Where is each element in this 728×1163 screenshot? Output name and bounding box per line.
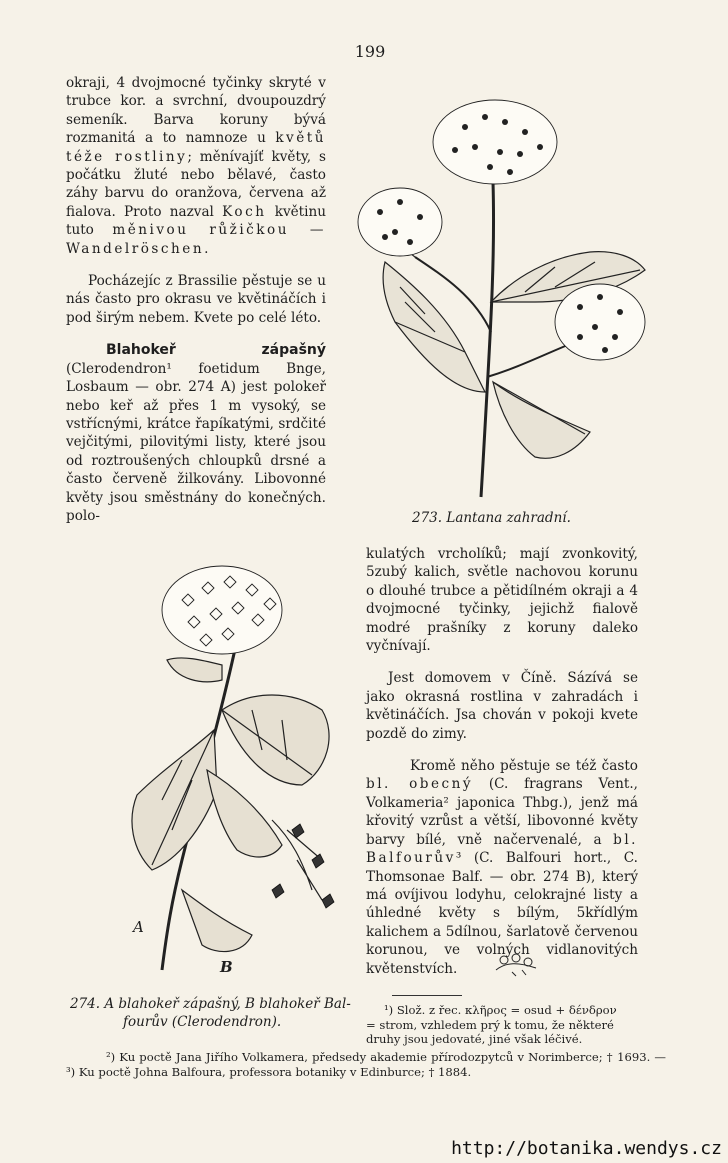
spaced-text: květů téže rostliny xyxy=(66,130,326,165)
footnote-1-line3: druhy jsou jedovaté, jiné však léčivé. xyxy=(366,1032,583,1047)
footnote-1 xyxy=(366,1003,656,1047)
lantana-illustration xyxy=(355,92,645,502)
footnote-1-line2: = strom, vzhledem prý k tomu, že některé xyxy=(366,1017,614,1032)
figure-label-a: A xyxy=(133,918,144,936)
text-run: . xyxy=(204,240,209,257)
text-run: ³ (C. Balfouri hort., C. Thomsonae Balf. — obr. 274 B), který má ovíjivou lodyhu, celokrajné listy a úhledné květy s bílým, 5křídlým kalichem a 5dílnou, šarlatově červenou korunou, ve volných vidlanovitých květenstvích. xyxy=(366,850,638,977)
right-column-text xyxy=(366,545,638,978)
paragraph-origin: Pocházejíc z Brassilie pěstuje se u nás často pro okrasu ve květináčích i pod širým nebem. Kvete po celé léto. xyxy=(66,273,326,326)
text-run: (Clerodendron¹ foetidum Bnge, Losbaum — obr. 274 A) jest polokeř nebo keř až přes 1 m vysoký, se vstřícnými, krátce řapíkatými, srdčité vejčitými, pilovitými listy, které jsou od roztroušených chloupků drsné a často červeně žilkovány. Libovonné květy jsou směstnány do konečných. polo- xyxy=(66,360,326,524)
spaced-text: bl. Balfourův xyxy=(366,831,638,867)
text-run: květinu tuto xyxy=(66,203,326,239)
figure-274-caption-line1: 274. A blahokeř zápašný, B blahokeř Bal- xyxy=(70,996,351,1012)
figure-274-caption-line2: fourův (Clerodendron). xyxy=(123,1014,282,1030)
spaced-text: bl. obecný xyxy=(366,776,474,793)
figure-label-b: B xyxy=(220,958,233,976)
text-run: (C. fragrans Vent., Volkameria² japonica Thbg.), jenž má křovitý vzrůst a větší, libovonné květy barvy bílé, vně načervenalé, a xyxy=(366,776,638,848)
paragraph-flower-description: kulatých vrcholíků; mají zvonkovitý, 5zubý kalich, světle nachovou korunu o dlouhé trubce a pětidílném okraji a 4 dvojmocné tyčinky, jejichž fialově modré prašníky z koruny daleko vyčnívají. xyxy=(366,546,638,655)
text-run: ; měnívajíť květy, s počátku žluté nebo bělavé, často záhy barvu do oranžova, červena až fialova. Proto nazval xyxy=(66,148,326,220)
text-run: okraji, 4 dvojmocné tyčinky skryté v trubce kor. a svrchní, dvoupouzdrý semeník. Barva koruny bývá rozmanitá a to namnoze u xyxy=(66,75,326,147)
spaced-text: Koch xyxy=(222,203,267,220)
left-column-text xyxy=(66,74,326,525)
paragraph-native-range: Jest domovem v Číně. Sázívá se jako okrasná rostlina v zahradách i květináčích. Jsa chován v pokoji kvete pozdě do zimy. xyxy=(366,670,638,742)
footnote-1-line1: ¹) Slož. z řec. κλῆρος = osud + δένδρον xyxy=(384,1003,617,1017)
paragraph-clerodendron xyxy=(66,341,326,525)
paragraph-lantana-description xyxy=(66,74,326,258)
page-number: 199 xyxy=(354,42,386,61)
spaced-text: měnivou růžičkou — Wandelröschen xyxy=(66,222,326,257)
text-run: Kromě něho pěstuje se též často xyxy=(410,758,638,775)
species-heading: Blahokeř zápašný xyxy=(106,342,326,359)
floral-ornament xyxy=(492,950,540,978)
source-url: http://botanika.wendys.cz xyxy=(451,1138,722,1159)
clerodendron-illustration xyxy=(122,560,358,980)
figure-273-caption: 273. Lantana zahradní. xyxy=(412,510,571,526)
paragraph-other-species xyxy=(366,757,638,978)
footnote-rule xyxy=(392,995,462,996)
footnote-2-3: ²) Ku poctě Jana Jiřího Volkamera, předsedy akademie přírodozpytců v Norimberce; † 1693. — ³) Ku poctě Johna Balfoura, professora botaniky v Edinburce; † 1884. xyxy=(66,1050,666,1079)
